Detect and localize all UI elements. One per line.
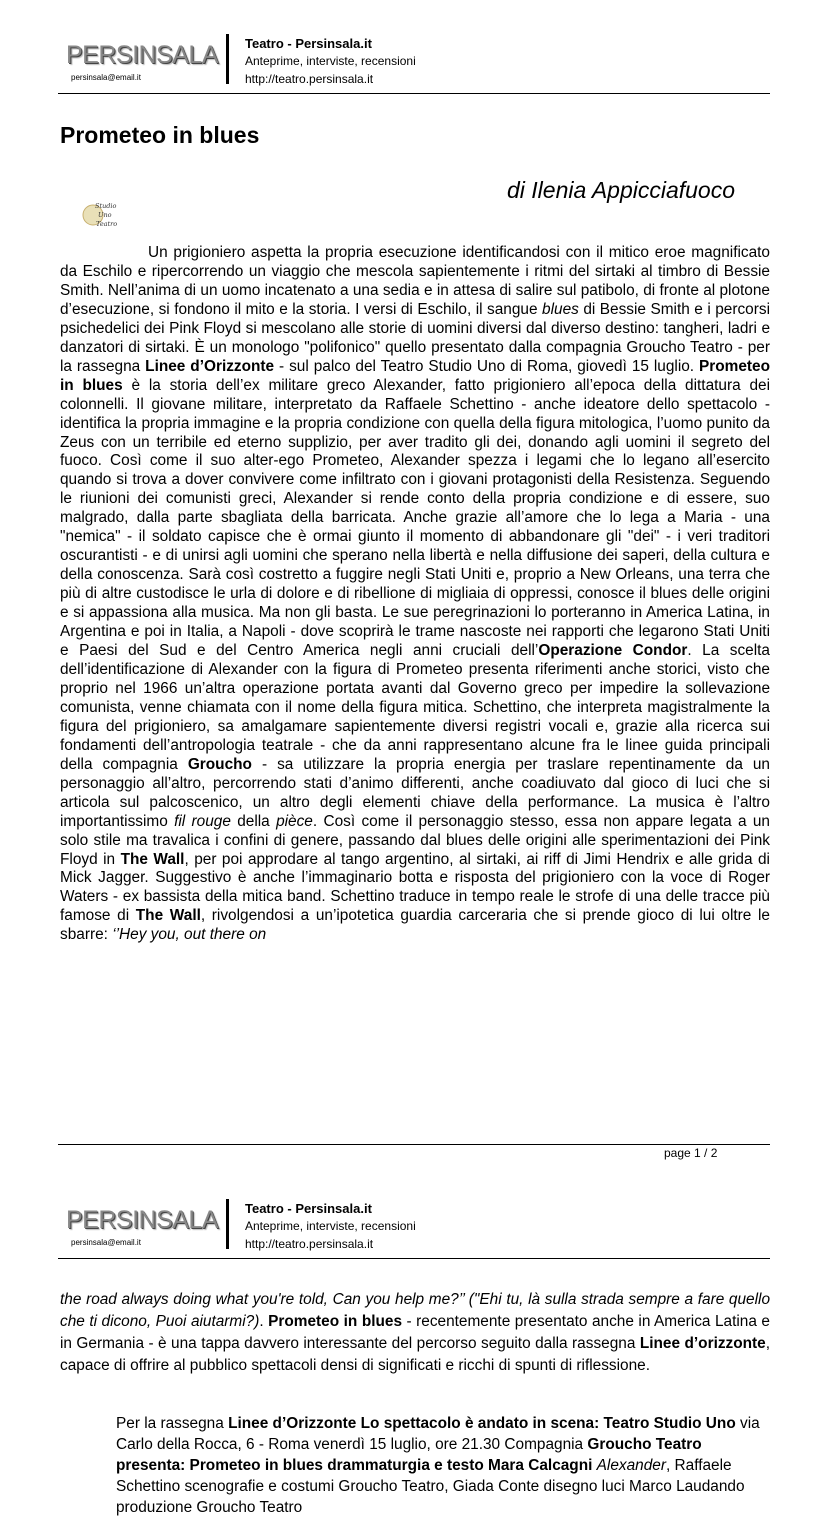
paragraph-2 [60,1289,770,1377]
p2-run: - recentemente presentato anche in America Latina e in Germania - è una tappa davvero interessante del percorso seguito dalla rassegna [60,1313,770,1352]
header-url[interactable]: http://teatro.persinsala.it [245,72,374,86]
credits-run: Per la rassegna [116,1415,229,1432]
p1-run: Operazione Condor [538,642,688,660]
p1-run: è la storia dell’ex militare greco Alexander, fatto prigioniero all’epoca della dittatura dei colonnelli. Il giovane militare, interpretato da Raffaele Schettino - anche ideatore dello spettacolo - identifica la propria immagine e la propria condizione con quella della figura mitologica, l’uomo punito da Zeus con un terribile ed eterno supplizio, per aver tradito gli dei, donando agli uomini il segreto del fuoco. Così come il suo alter-ego Prometeo, Alexander spezza i legami che lo legano all’esercito quando si trova a dover convivere come infiltrato con i giovani protagonisti della Resistenza. Seguendo le riunioni dei comunisti greci, Alexander si rende conto della propria condizione e di essere, suo malgrado, dalla parte sbagliata della barricata. Anche grazie all’amore che lo lega a Maria - una "nemica" - il soldato capisce che è ormai giunto il momento di abbandonare gli "dei" - i veri traditori oscurantisti - e di unirsi agli uomini che sperano nella libertà e nella diffusione dei saperi, della cultura e della conoscenza. Sarà così costretto a fuggire negli Stati Uniti e, proprio a New Orleans, una terra che più di altre custodisce le urla di dolore e di ribellione di migliaia di oppressi, conosce il blues delle origini e si appassiona alla musica. Ma non gli basta. Le sue peregrinazioni lo porteranno in America Latina, in Argentina e poi in Italia, a Napoli - dove scoprirà le trame nascoste nei rapporti che legarono Stati Uniti e Paesi del Sud e del Centro America negli anni cruciali dell’ [60,376,770,660]
header-tagline: Anteprime, interviste, recensioni [245,54,416,68]
p1-run: pièce [276,812,313,830]
p1-run: , per poi approdare al tango argentino, al sirtaki, ai riff di Jimi Hendrix e alle grida di Mick Jagger. Suggestivo è anche l’immaginario botta e risposta del prigioniero con la voce di Roger Waters - ex bassista della mitica band. Schettino traduce in tempo reale le strofe di una delle tracce più famose di [60,850,770,925]
header-divider [226,34,229,84]
credits-run: , Raffaele Schettino scenografie e costumi Groucho Teatro, Giada Conte disegno luci Marco Laudando produzione Groucho Teatro [116,1457,745,1516]
p1-run: - sa utilizzare la propria energia per traslare repentinamente da un personaggio all’altro, percorrendo stati d’animo differenti, anche coadiuvato dal gioco di luci che si articola sul palcoscenico, un altro degli elementi chiave della performance. La musica è l’altro importantissimo [60,755,770,830]
persinsala-logo: PERSINSALA [66,1206,219,1234]
p1-run: Un prigioniero aspetta la propria esecuzione identificandosi con il mitico eroe magnificato da Eschilo e ripercorrendo un viaggio che mescola sapientemente i ritmi del sirtaki al timbro di Bessie Smith. Nell’anima di un uomo incatenato a una sedia e in attesa di salire sul patibolo, di fronte al plotone d’esecuzione, si fondono il mito e la storia. I versi di Eschilo, il sangue [60,244,770,318]
credits-run: Alexander [596,1457,666,1474]
header-tagline: Anteprime, interviste, recensioni [245,1219,416,1233]
p1-run: ‘’Hey you, out there on [112,926,267,944]
page-header [58,33,770,94]
stamp-line-1: Studio [95,202,117,210]
p1-run: The Wall [120,850,185,868]
p2-run: , capace di offrire al pubblico spettacoli densi di significati e ricchi di spunti di riflessione. [60,1335,770,1374]
page-header-2 [58,1198,770,1259]
paragraph-1 [60,244,770,945]
header-email: persinsala@email.it [71,73,141,82]
studio-uno-logo [80,198,124,232]
article-body-page-2 [60,1289,770,1377]
credits-run: Linee d’Orizzonte Lo spettacolo è andato in scena: Teatro Studio Uno [228,1415,736,1432]
p1-run: - sul palco del Teatro Studio Uno di Roma, giovedì 15 luglio. [274,357,700,375]
credits-run: Groucho Teatro presenta: Prometeo in blues drammaturgia e testo Mara Calcagni [116,1436,702,1474]
p2-run: . [259,1313,269,1330]
article-author: di Ilenia Appicciafuoco [507,177,736,203]
p1-run: Linee d’Orizzonte [145,357,275,375]
header-title: Teatro - Persinsala.it [245,36,372,51]
p1-run: Prometeo in blues [60,357,771,394]
stamp-line-2: Uno [98,211,112,219]
p1-run: Groucho [187,755,252,773]
p2-run: Linee d’orizzonte [639,1335,766,1352]
production-credits [116,1413,770,1518]
credits-text [116,1413,770,1518]
article-title: Prometeo in blues [60,122,260,148]
p1-run: , rivolgendosi a un’ipotetica guardia carceraria che si prende gioco di lui oltre le sbarre: [60,907,770,944]
p1-run: . La scelta dell’identificazione di Alexander con la figura di Prometeo presenta riferimenti anche storici, visto che proprio nel 1966 un’altra operazione portata avanti dal Governo greco per impedire la sollevazione comunista, venne chiamata con il nome della figura mitica. Schettino, che interpreta magistralmente la figura del prigioniero, sa amalgamare sapientemente diversi registri vocali e, grazie alla ricerca sui fondamenti dell’antropologia teatrale - che da anni rappresentano alcune fra le linee guida principali della compagnia [60,642,770,773]
stamp-line-3: Teatro [96,220,118,228]
p1-run: . Così come il personaggio stesso, essa non appare legata a un solo stile ma travalica i confini di genere, passando dal blues delle origini alle sperimentazioni dei Pink Floyd in [60,812,770,868]
p2-run: Prometeo in blues [268,1313,403,1330]
p1-run: blues [542,300,579,318]
p1-run: The Wall [135,907,201,925]
p1-run: di Bessie Smith e i percorsi psichedelici dei Pink Floyd si mescolano alle storie di uomini diversi dal diverso destino: tangheri, ladri e danzatori di sirtaki. È un monologo "polifonico" quello presentato dalla compagnia Groucho Teatro - per la rassegna [60,300,770,375]
credits-run: via Carlo della Rocca, 6 - Roma venerdì 15 luglio, ore 21.30 Compagnia [116,1415,760,1453]
header-email: persinsala@email.it [71,1238,141,1247]
p1-run: fil rouge [174,812,231,830]
article-body-page-1 [60,244,770,945]
header-divider [226,1199,229,1249]
header-title: Teatro - Persinsala.it [245,1201,372,1216]
p2-run: the road always doing what you're told, Can you help me?’’ ("Ehi tu, là sulla strada sempre a fare quello che ti dicono, Puoi aiutarmi?) [60,1291,770,1330]
footer-rule [58,1144,770,1145]
persinsala-logo: PERSINSALA [66,41,219,69]
page-number: page 1 / 2 [664,1146,718,1160]
header-url[interactable]: http://teatro.persinsala.it [245,1237,374,1251]
p1-run: della [230,812,277,830]
